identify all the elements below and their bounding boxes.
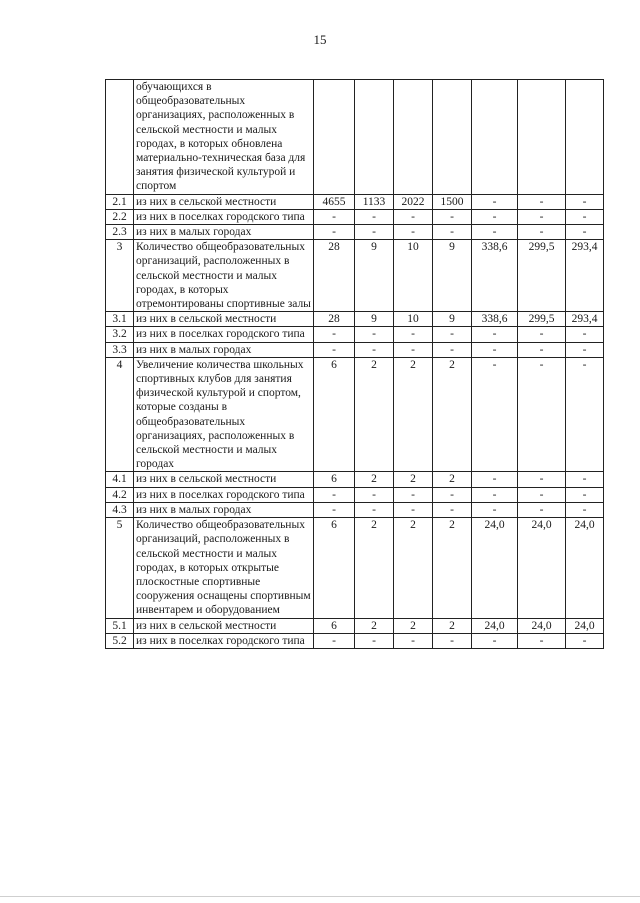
indicators-table [105,79,604,649]
value-cell: 338,6 [472,240,518,312]
row-number-cell: 4.2 [106,487,134,502]
table-row [106,80,604,195]
value-cell: - [518,327,566,342]
value-cell: - [355,502,394,517]
value-cell: - [314,633,355,648]
value-cell: - [433,209,472,224]
value-cell: - [518,472,566,487]
value-cell: 9 [355,312,394,327]
value-cell: - [394,225,433,240]
table-row [106,618,604,633]
value-cell: - [433,633,472,648]
value-cell [518,80,566,195]
value-cell [355,80,394,195]
value-cell: - [472,357,518,472]
value-cell: 293,4 [566,240,604,312]
value-cell: - [566,225,604,240]
value-cell: - [518,194,566,209]
value-cell: - [472,209,518,224]
value-cell: 9 [355,240,394,312]
value-cell: 24,0 [566,618,604,633]
value-cell: 2 [355,518,394,618]
table-row [106,194,604,209]
value-cell: 1133 [355,194,394,209]
indicator-description-cell: из них в сельской местности [134,312,314,327]
table-row [106,240,604,312]
value-cell: - [566,472,604,487]
table-row [106,502,604,517]
value-cell: 2 [433,618,472,633]
value-cell: - [472,342,518,357]
value-cell: - [394,502,433,517]
row-number-cell: 5 [106,518,134,618]
value-cell: - [433,225,472,240]
value-cell: - [314,225,355,240]
row-number-cell: 2.1 [106,194,134,209]
value-cell: 2 [355,618,394,633]
value-cell: - [566,502,604,517]
value-cell: - [566,633,604,648]
table-row [106,472,604,487]
indicator-description-cell: Увеличение количества школьных спортивных клубов для занятия физической культурой и спортом, которые созданы в общеобразовательных организациях, расположенных в сельской местности и малых городах [134,357,314,472]
value-cell [472,80,518,195]
value-cell: - [394,327,433,342]
table-row [106,633,604,648]
value-cell: 2 [394,618,433,633]
value-cell: 1500 [433,194,472,209]
indicator-description-cell: из них в сельской местности [134,618,314,633]
row-number-cell: 3 [106,240,134,312]
value-cell: 28 [314,240,355,312]
value-cell [394,80,433,195]
value-cell: 2 [394,518,433,618]
indicator-description-cell: из них в поселках городского типа [134,209,314,224]
value-cell: 6 [314,472,355,487]
value-cell: - [314,327,355,342]
value-cell: - [518,502,566,517]
value-cell: - [472,225,518,240]
value-cell: 24,0 [472,518,518,618]
value-cell: - [566,357,604,472]
value-cell: 9 [433,312,472,327]
value-cell: - [433,487,472,502]
value-cell: - [566,487,604,502]
row-number-cell: 5.1 [106,618,134,633]
value-cell: - [472,194,518,209]
page-edge-rule [0,896,640,897]
value-cell: 6 [314,357,355,472]
value-cell [433,80,472,195]
row-number-cell: 3.2 [106,327,134,342]
value-cell: - [355,633,394,648]
value-cell: 24,0 [566,518,604,618]
value-cell: - [472,472,518,487]
value-cell [566,80,604,195]
value-cell: - [472,633,518,648]
row-number-cell [106,80,134,195]
table-row [106,357,604,472]
value-cell: - [355,327,394,342]
value-cell: - [394,342,433,357]
value-cell: 299,5 [518,240,566,312]
value-cell: 24,0 [518,518,566,618]
value-cell: - [566,342,604,357]
value-cell: - [355,342,394,357]
value-cell: 2 [394,472,433,487]
value-cell: - [394,209,433,224]
row-number-cell: 3.1 [106,312,134,327]
indicator-description-cell: из них в сельской местности [134,472,314,487]
table-row [106,312,604,327]
value-cell: - [518,209,566,224]
row-number-cell: 5.2 [106,633,134,648]
value-cell: 6 [314,518,355,618]
value-cell: - [394,633,433,648]
table-row [106,487,604,502]
value-cell: - [566,327,604,342]
indicator-description-cell: Количество общеобразовательных организаций, расположенных в сельской местности и малых городах, в которых отремонтированы спортивные залы [134,240,314,312]
value-cell: - [394,487,433,502]
indicator-description-cell: из них в малых городах [134,225,314,240]
value-cell: - [518,225,566,240]
value-cell: 2 [355,472,394,487]
indicator-description-cell: из них в поселках городского типа [134,487,314,502]
indicator-description-cell: из них в малых городах [134,502,314,517]
value-cell: 10 [394,240,433,312]
value-cell: - [433,327,472,342]
value-cell: - [433,342,472,357]
value-cell: 4655 [314,194,355,209]
value-cell: - [355,209,394,224]
value-cell: 2022 [394,194,433,209]
table-row [106,225,604,240]
value-cell: - [518,633,566,648]
value-cell: - [566,194,604,209]
value-cell: - [314,209,355,224]
page-number: 15 [313,32,327,47]
value-cell: 2 [433,357,472,472]
value-cell: 293,4 [566,312,604,327]
value-cell: 299,5 [518,312,566,327]
value-cell: - [355,487,394,502]
value-cell: 24,0 [518,618,566,633]
value-cell: 338,6 [472,312,518,327]
value-cell: - [566,209,604,224]
value-cell: 24,0 [472,618,518,633]
table-row [106,342,604,357]
value-cell: 28 [314,312,355,327]
indicator-description-cell: из них в малых городах [134,342,314,357]
table-row [106,209,604,224]
value-cell: - [355,225,394,240]
value-cell: - [518,342,566,357]
table-row [106,327,604,342]
value-cell: 9 [433,240,472,312]
value-cell: - [518,487,566,502]
value-cell: - [314,342,355,357]
value-cell: - [314,487,355,502]
row-number-cell: 3.3 [106,342,134,357]
indicator-description-cell: из них в поселках городского типа [134,327,314,342]
row-number-cell: 4 [106,357,134,472]
row-number-cell: 4.1 [106,472,134,487]
value-cell: - [472,502,518,517]
table-row [106,518,604,618]
row-number-cell: 2.3 [106,225,134,240]
value-cell: 6 [314,618,355,633]
value-cell: - [314,502,355,517]
value-cell: - [472,327,518,342]
value-cell [314,80,355,195]
indicator-description-cell: обучающихся в общеобразовательных организациях, расположенных в сельской местности и малых городах, в которых обновлена материально-техническая база для занятия физической культурой и спортом [134,80,314,195]
indicator-description-cell: из них в поселках городского типа [134,633,314,648]
value-cell: - [433,502,472,517]
indicator-description-cell: Количество общеобразовательных организаций, расположенных в сельской местности и малых городах, в которых открытые плоскостные спортивные сооружения оснащены спортивным инвентарем и оборудованием [134,518,314,618]
value-cell: 2 [355,357,394,472]
value-cell: - [518,357,566,472]
indicator-description-cell: из них в сельской местности [134,194,314,209]
value-cell: 2 [394,357,433,472]
row-number-cell: 4.3 [106,502,134,517]
value-cell: 10 [394,312,433,327]
value-cell: 2 [433,518,472,618]
value-cell: - [472,487,518,502]
row-number-cell: 2.2 [106,209,134,224]
value-cell: 2 [433,472,472,487]
